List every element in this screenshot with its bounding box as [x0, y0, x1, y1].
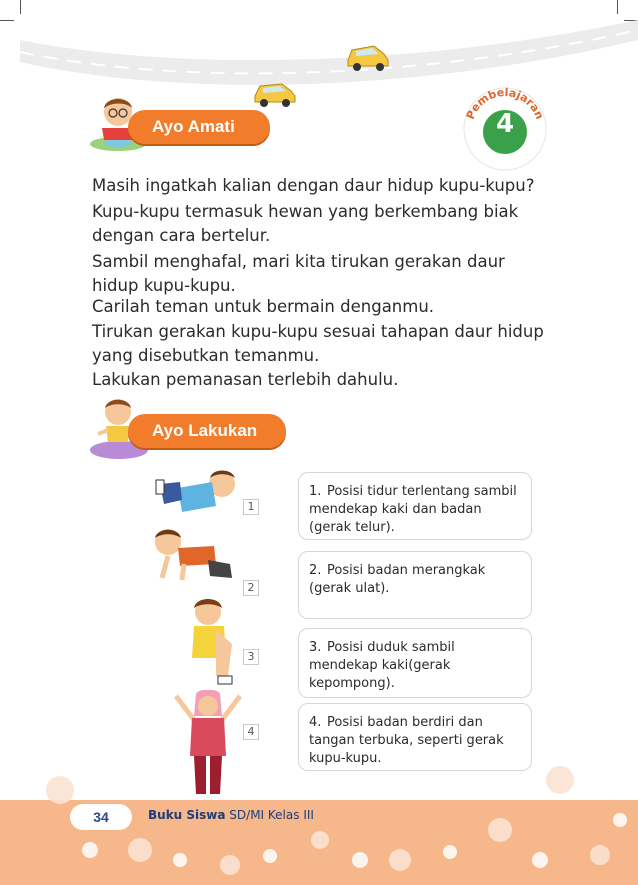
figure-number: 3	[243, 649, 259, 665]
paragraph: Lakukan pemanasan terlebih dahulu.	[92, 370, 399, 389]
paragraph: Masih ingatkah kalian dengan daur hidup kupu-kupu?	[92, 176, 535, 195]
section-tag-ayo-lakukan: Ayo Lakukan	[128, 414, 286, 448]
step-card	[298, 628, 532, 698]
kid-lying-icon	[154, 464, 240, 522]
paragraph: Kupu-kupu termasuk hewan yang berkembang biak dengan cara bertelur.	[92, 202, 519, 245]
yellow-car-icon	[344, 40, 392, 72]
step-number: 1.	[309, 484, 322, 499]
step-number: 4.	[309, 715, 322, 730]
paragraph: Carilah teman untuk bermain denganmu.	[92, 297, 435, 316]
kid-crawling-icon	[148, 524, 240, 586]
yellow-car-icon	[252, 78, 298, 108]
step-text: Posisi duduk sambil mendekap kaki(gerak kepompong).	[309, 640, 455, 691]
lesson-number: 4	[495, 109, 515, 139]
paragraph: Sambil menghafal, mari kita tirukan gerakan daur hidup kupu-kupu.	[92, 252, 505, 295]
figure-number: 2	[243, 580, 259, 596]
step-text: Posisi badan berdiri dan tangan terbuka, seperti gerak kupu-kupu.	[309, 715, 504, 766]
step-card	[298, 551, 532, 619]
book-title-rest: SD/MI Kelas III	[225, 808, 314, 822]
page-number: 34	[70, 804, 132, 830]
step-card	[298, 472, 532, 540]
paragraph: Tirukan gerakan kupu-kupu sesuai tahapan daur hidup yang disebutkan temanmu.	[92, 322, 544, 365]
girl-sitting-icon	[180, 596, 244, 688]
figure-number: 1	[243, 499, 259, 515]
step-number: 2.	[309, 563, 322, 578]
step-number: 3.	[309, 640, 322, 655]
figure-number: 4	[243, 724, 259, 740]
section-tag-ayo-amati: Ayo Amati	[128, 110, 270, 144]
book-title-bold: Buku Siswa	[148, 808, 226, 822]
book-title	[148, 808, 314, 822]
step-text: Posisi tidur terlentang sambil mendekap kaki dan badan (gerak telur).	[309, 484, 517, 535]
step-text: Posisi badan merangkak (gerak ulat).	[309, 563, 486, 596]
lesson-label: Pembelajaran	[463, 86, 547, 122]
